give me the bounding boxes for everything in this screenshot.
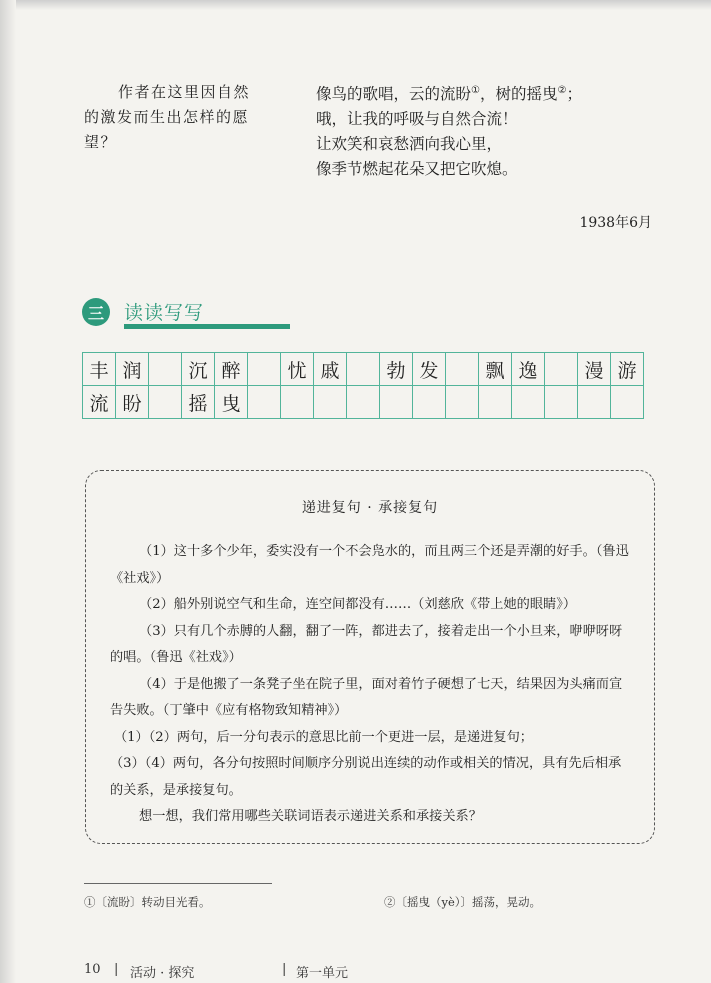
grid-cell xyxy=(248,386,281,419)
grid-cell: 忧 xyxy=(281,353,314,386)
footnote-mark-2: ② xyxy=(557,85,567,96)
grid-cell xyxy=(545,386,578,419)
example-1: （1）这十多个少年，委实没有一个不会凫水的，而且两三个还是弄潮的好手。（鲁迅《社戏》） xyxy=(110,544,629,586)
grid-cell xyxy=(479,386,512,419)
footer-separator: | xyxy=(114,962,119,977)
grid-cell xyxy=(314,386,347,419)
footer-unit-label: 第一单元 xyxy=(296,966,349,981)
grid-cell: 丰 xyxy=(83,353,116,386)
grid-cell xyxy=(149,353,182,386)
grid-cell xyxy=(413,386,446,419)
grid-cell xyxy=(611,386,644,419)
footnote-2: ②〔摇曳（yè）〕摇荡，晃动。 xyxy=(384,895,542,909)
example-3: （3）只有几个赤膊的人翻，翻了一阵，都进去了，接着走出一个小旦来，咿咿呀呀的唱。（鲁迅《社戏》） xyxy=(110,623,623,665)
grid-cell xyxy=(347,353,380,386)
think-question: 想一想，我们常用哪些关联词语表示递进关系和承接关系？ xyxy=(139,809,482,824)
grid-cell: 沉 xyxy=(182,353,215,386)
footnote-1: ①〔流盼〕转动目光看。 xyxy=(84,895,211,909)
grid-cell: 盼 xyxy=(116,386,149,419)
grid-cell xyxy=(248,353,281,386)
grid-cell: 逸 xyxy=(512,353,545,386)
grid-cell xyxy=(512,386,545,419)
section-header xyxy=(82,296,222,330)
poem-date: 1938年6月 xyxy=(579,215,652,231)
grid-cell: 醉 xyxy=(215,353,248,386)
knowledge-box-title: 递进复句 · 承接复句 xyxy=(301,500,439,516)
grid-cell xyxy=(446,386,479,419)
word-grid-row-1 xyxy=(83,353,644,386)
grid-cell: 戚 xyxy=(314,353,347,386)
grid-cell: 勃 xyxy=(380,353,413,386)
poem-line-4: 像季节燃起花朵又把它吹熄。 xyxy=(316,160,518,178)
grid-cell xyxy=(446,353,479,386)
section-underline xyxy=(124,324,290,329)
page-binding-shadow xyxy=(0,0,16,983)
poem-line-1: 像鸟的歌唱，云的流盼①，树的摇曳②； xyxy=(316,85,582,103)
explanation-2: （3）（4）两句，各分句按照时间顺序分别说出连续的动作或相关的情况，具有先后相承的关系，是承接复句。 xyxy=(110,756,622,798)
grid-cell: 流 xyxy=(83,386,116,419)
word-grid xyxy=(82,352,644,419)
grid-cell xyxy=(380,386,413,419)
grid-cell: 游 xyxy=(611,353,644,386)
grid-cell: 润 xyxy=(116,353,149,386)
poem-line-3: 让欢笑和哀愁洒向我心里， xyxy=(316,135,503,153)
grid-cell: 摇 xyxy=(182,386,215,419)
poem xyxy=(316,78,646,182)
footer-section-label: 活动 · 探究 xyxy=(130,966,195,981)
footnote-divider xyxy=(84,883,272,884)
section-title: 读读写写 xyxy=(124,302,205,324)
section-number-icon: 三 xyxy=(82,298,110,326)
explanation-1: （1）（2）两句，后一分句表示的意思比前一个更进一层，是递进复句； xyxy=(113,729,533,745)
poem-line-2: 哦，让我的呼吸与自然合流！ xyxy=(316,110,518,128)
page-edge-shadow xyxy=(0,0,711,10)
example-2: （2）船外别说空气和生命，连空间都没有……（刘慈欣《带上她的眼睛》） xyxy=(139,597,577,612)
page-number: 10 xyxy=(84,962,101,977)
side-question: 作者在这里因自然的激发而生出怎样的愿望？ xyxy=(84,83,251,151)
grid-cell xyxy=(281,386,314,419)
grid-cell xyxy=(578,386,611,419)
knowledge-box-body xyxy=(110,539,632,831)
grid-cell xyxy=(545,353,578,386)
knowledge-box xyxy=(85,470,655,844)
grid-cell: 漫 xyxy=(578,353,611,386)
footer-separator: | xyxy=(282,962,287,977)
word-grid-row-2 xyxy=(83,386,644,419)
grid-cell: 曳 xyxy=(215,386,248,419)
grid-cell: 发 xyxy=(413,353,446,386)
footnote-mark-1: ① xyxy=(471,85,480,96)
grid-cell: 飘 xyxy=(479,353,512,386)
grid-cell xyxy=(149,386,182,419)
grid-cell xyxy=(347,386,380,419)
example-4: （4）于是他搬了一条凳子坐在院子里，面对着竹子硬想了七天，结果因为头痛而宣告失败。（丁肇中《应有格物致知精神》） xyxy=(110,676,623,718)
